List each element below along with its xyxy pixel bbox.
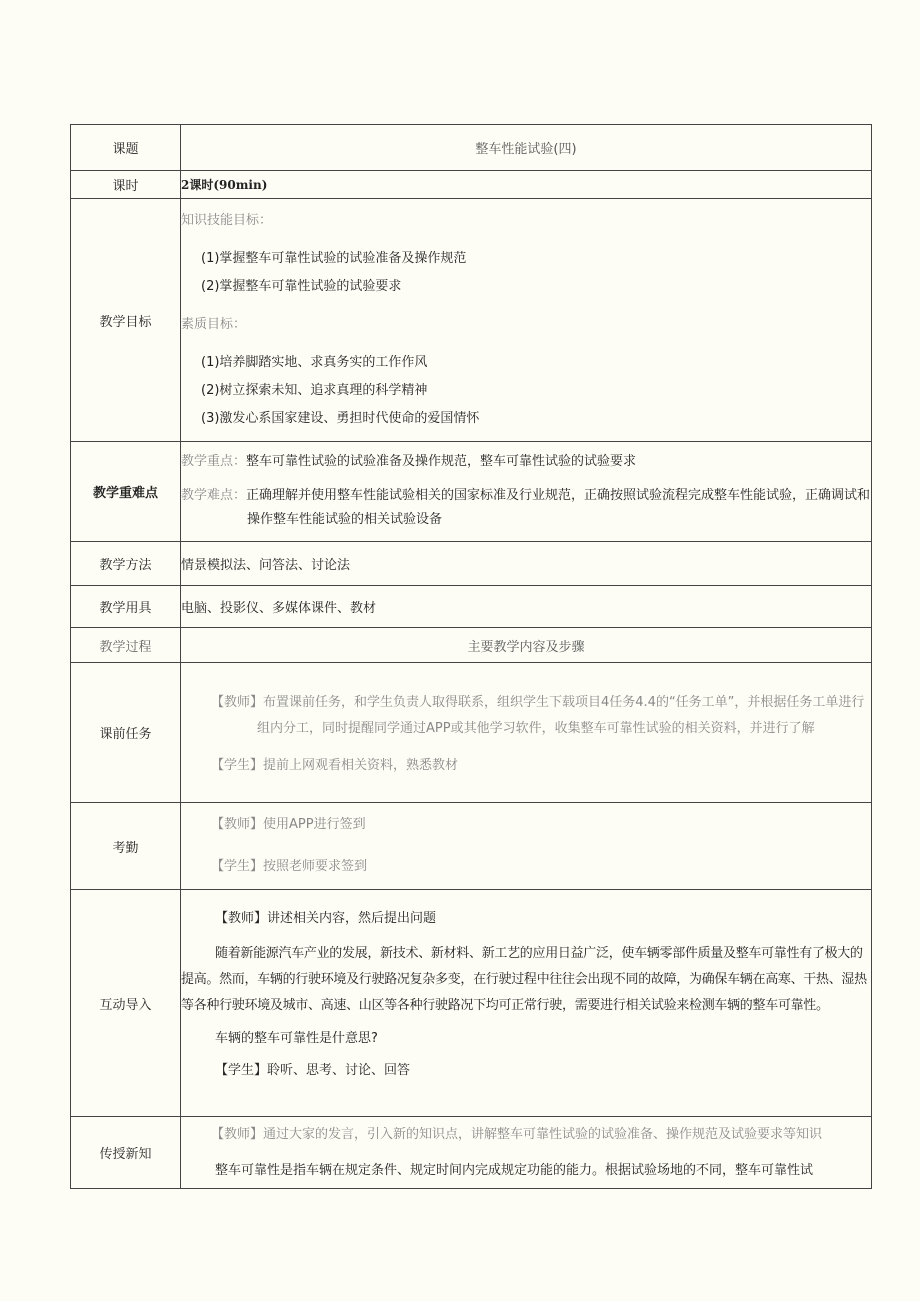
intro-student: 【学生】聆听、思考、讨论、回答: [215, 1063, 411, 1078]
method-value: 情景模拟法、问答法、讨论法: [181, 542, 872, 586]
knowledge-heading: 知识技能目标：: [181, 213, 273, 228]
key-points-content: [181, 442, 872, 542]
intro-content: [181, 890, 872, 1117]
tools-value: 电脑、投影仪、多媒体课件、教材: [181, 586, 872, 628]
attendance-content: [181, 803, 872, 890]
focus-label: 教学重点：: [181, 453, 247, 469]
key-points-label: 教学重难点: [71, 442, 181, 542]
objectives-label: 教学目标: [71, 199, 181, 442]
quality-item-3: (3)激发心系国家建设、勇担时代使命的爱国情怀: [201, 411, 480, 426]
new-knowledge-paragraph: 整车可靠性是指车辆在规定条件、规定时间内完成规定功能的能力。根据试验场地的不同，整车可靠性试: [215, 1162, 814, 1178]
difficulty-text: 正确理解并使用整车性能试验相关的国家标准及行业规范，正确按照试验流程完成整车性能试验，正确调试和操作整车性能试验的相关试验设备: [246, 487, 871, 527]
new-knowledge-content: [181, 1117, 872, 1189]
difficulty-label: 教学难点：: [181, 487, 247, 503]
method-label: 教学方法: [71, 542, 181, 586]
intro-paragraph: 随着新能源汽车产业的发展，新技术、新材料、新工艺的应用日益广泛，使车辆零部件质量及整车可靠性有了极大的提高。然而，车辆的行驶环境及行驶路况复杂多变，在行驶过程中往往会出现不同的故障，为确保车辆在高寒、干热、湿热等各种行驶环境及城市、高速、山区等各种行驶路况下均可正常行驶，需要进行相关试验来检测车辆的整车可靠性。: [181, 946, 867, 1013]
intro-question: 车辆的整车可靠性是什意思?: [215, 1031, 378, 1046]
row-pre-class: [71, 663, 872, 803]
process-header-right: 主要教学内容及步骤: [181, 628, 872, 663]
row-intro: [71, 890, 872, 1117]
process-header-left: 教学过程: [71, 628, 181, 663]
row-tools: [71, 586, 872, 628]
hours-value: 2课时(90min): [181, 171, 872, 199]
intro-teacher: 【教师】讲述相关内容，然后提出问题: [215, 911, 437, 926]
new-knowledge-label: 传授新知: [71, 1117, 181, 1189]
lesson-plan-table: [70, 124, 872, 1189]
attendance-teacher: 【教师】使用APP进行签到: [211, 817, 366, 832]
pre-class-label: 课前任务: [71, 663, 181, 803]
row-hours: [71, 171, 872, 199]
row-key-points: [71, 442, 872, 542]
row-method: [71, 542, 872, 586]
row-topic: [71, 125, 872, 171]
tools-label: 教学用具: [71, 586, 181, 628]
row-process-header: [71, 628, 872, 663]
focus-line: [181, 452, 871, 472]
row-objectives: [71, 199, 872, 442]
row-new-knowledge: [71, 1117, 872, 1189]
knowledge-item-2: (2)掌握整车可靠性试验的试验要求: [201, 279, 402, 294]
attendance-label: 考勤: [71, 803, 181, 890]
objectives-content: [181, 199, 872, 442]
topic-title: 整车性能试验(四): [181, 125, 872, 171]
difficulty-line: [181, 484, 871, 532]
new-knowledge-teacher: 【教师】通过大家的发言，引入新的知识点，讲解整车可靠性试验的试验准备、操作规范及试验要求等知识: [211, 1126, 823, 1142]
pre-class-student: 【学生】提前上网观看相关资料，熟悉教材: [211, 757, 459, 773]
hours-label: 课时: [71, 171, 181, 199]
pre-class-teacher: 【教师】布置课前任务，和学生负责人取得联系，组织学生下载项目4任务4.4的“任务工单”，并根据任务工单进行组内分工，同时提醒同学通过APP或其他学习软件，收集整车可靠性试验的相关资料，并进行了解: [211, 694, 865, 736]
quality-item-2: (2)树立探索未知、追求真理的科学精神: [201, 383, 428, 398]
quality-heading: 素质目标：: [181, 317, 247, 332]
pre-class-content: [181, 663, 872, 803]
topic-label: 课题: [71, 125, 181, 171]
attendance-student: 【学生】按照老师要求签到: [211, 859, 368, 874]
quality-item-1: (1)培养脚踏实地、求真务实的工作作风: [201, 355, 428, 370]
intro-label: 互动导入: [71, 890, 181, 1117]
focus-text: 整车可靠性试验的试验准备及操作规范，整车可靠性试验的试验要求: [246, 453, 637, 469]
row-attendance: [71, 803, 872, 890]
knowledge-item-1: (1)掌握整车可靠性试验的试验准备及操作规范: [201, 251, 467, 266]
